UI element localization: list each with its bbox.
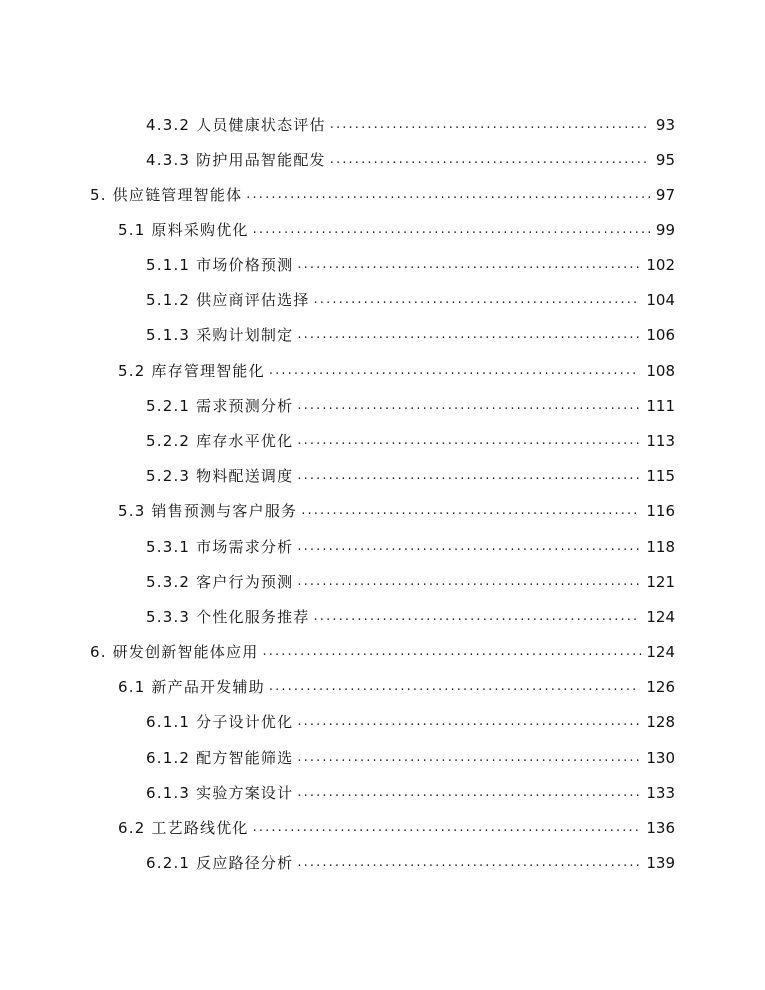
toc-leader-dots <box>297 537 640 557</box>
toc-entry-page: 136 <box>646 818 675 837</box>
toc-entry-page: 99 <box>655 220 675 239</box>
toc-entry-title: 6.1.3 实验方案设计 <box>146 783 294 802</box>
toc-entry-title: 5.2.3 物料配送调度 <box>146 466 294 485</box>
toc-entry[interactable] <box>146 529 675 564</box>
toc-entry[interactable] <box>118 669 675 704</box>
toc-leader-dots <box>269 361 641 381</box>
toc-entry[interactable] <box>118 493 675 528</box>
toc-entry-title: 4.3.3 防护用品智能配发 <box>146 150 326 169</box>
toc-entry-page: 126 <box>646 677 675 696</box>
toc-leader-dots <box>297 783 640 803</box>
toc-entry-title: 5.3 销售预测与客户服务 <box>118 501 298 520</box>
toc-entry[interactable] <box>146 599 675 634</box>
toc-entry-title: 6.1 新产品开发辅助 <box>118 677 265 696</box>
toc-leader-dots <box>253 220 650 240</box>
toc-leader-dots <box>297 466 640 486</box>
toc-entry-page: 113 <box>646 431 675 450</box>
toc-entry[interactable] <box>146 775 675 810</box>
toc-entry-title: 5.3.3 个性化服务推荐 <box>146 607 310 626</box>
toc-leader-dots <box>297 396 640 416</box>
toc-entry[interactable] <box>118 212 675 247</box>
toc-entry-title: 6.1.1 分子设计优化 <box>146 712 294 731</box>
toc-entry-title: 5.1.3 采购计划制定 <box>146 325 294 344</box>
toc-leader-dots <box>253 818 641 838</box>
toc-leader-dots <box>297 255 640 275</box>
toc-entry[interactable] <box>146 564 675 599</box>
toc-entry[interactable] <box>90 177 675 212</box>
toc-entry-page: 121 <box>646 572 675 591</box>
toc-entry-page: 108 <box>646 361 675 380</box>
toc-leader-dots <box>269 677 641 697</box>
toc-entry-title: 5.2.1 需求预测分析 <box>146 396 294 415</box>
toc-entry[interactable] <box>146 282 675 317</box>
toc-entry-page: 102 <box>646 255 675 274</box>
toc-entry-page: 97 <box>655 185 675 204</box>
toc-entry[interactable] <box>146 845 675 880</box>
toc-leader-dots <box>297 431 640 451</box>
toc-leader-dots <box>314 290 641 310</box>
toc-entry-page: 124 <box>646 642 675 661</box>
toc-entry-page: 93 <box>655 115 675 134</box>
toc-leader-dots <box>297 572 640 592</box>
toc-entry[interactable] <box>118 810 675 845</box>
toc-leader-dots <box>297 748 640 768</box>
toc-entry-title: 5.1 原料采购优化 <box>118 220 249 239</box>
toc-entry[interactable] <box>146 388 675 423</box>
toc-entry[interactable] <box>146 142 675 177</box>
toc-entry-title: 5.1.2 供应商评估选择 <box>146 290 310 309</box>
toc-entry-page: 106 <box>646 325 675 344</box>
toc-entry-page: 118 <box>646 537 675 556</box>
toc-entry-page: 133 <box>646 783 675 802</box>
toc-leader-dots <box>246 185 655 205</box>
toc-leader-dots <box>297 853 640 873</box>
toc-entry[interactable] <box>146 107 675 142</box>
toc-entry-page: 104 <box>646 290 675 309</box>
toc-entry-page: 95 <box>655 150 675 169</box>
toc-entry[interactable] <box>146 458 675 493</box>
toc-leader-dots <box>262 642 645 662</box>
toc-entry-title: 5.1.1 市场价格预测 <box>146 255 294 274</box>
toc-entry[interactable] <box>146 740 675 775</box>
toc-entry[interactable] <box>118 353 675 388</box>
toc-entry-title: 5.2 库存管理智能化 <box>118 361 265 380</box>
toc-leader-dots <box>297 325 640 345</box>
toc-entry-title: 6.2 工艺路线优化 <box>118 818 249 837</box>
toc-entry[interactable] <box>90 634 675 669</box>
toc-entry-title: 5.3.2 客户行为预测 <box>146 572 294 591</box>
toc-entry-page: 115 <box>646 466 675 485</box>
toc-entry-title: 6.2.1 反应路径分析 <box>146 853 294 872</box>
toc-entry-title: 5.2.2 库存水平优化 <box>146 431 294 450</box>
toc-entry-title: 4.3.2 人员健康状态评估 <box>146 115 326 134</box>
toc-entry-page: 130 <box>646 748 675 767</box>
toc-leader-dots <box>301 501 640 521</box>
toc-entry-page: 128 <box>646 712 675 731</box>
toc-entry[interactable] <box>146 704 675 739</box>
toc-entry-title: 5. 供应链管理智能体 <box>90 185 243 204</box>
toc-entry[interactable] <box>146 423 675 458</box>
toc-entry-title: 6. 研发创新智能体应用 <box>90 642 259 661</box>
toc-entry-title: 6.1.2 配方智能筛选 <box>146 748 294 767</box>
toc-leader-dots <box>330 150 650 170</box>
toc-entry-title: 5.3.1 市场需求分析 <box>146 537 294 556</box>
toc-entry-page: 116 <box>646 501 675 520</box>
toc-entry[interactable] <box>146 317 675 352</box>
toc-leader-dots <box>297 712 640 732</box>
toc-entry[interactable] <box>146 247 675 282</box>
toc-leader-dots <box>330 115 650 135</box>
toc-entry-page: 139 <box>646 853 675 872</box>
toc-entry-page: 124 <box>646 607 675 626</box>
toc-entry-page: 111 <box>646 396 675 415</box>
toc-leader-dots <box>314 607 641 627</box>
